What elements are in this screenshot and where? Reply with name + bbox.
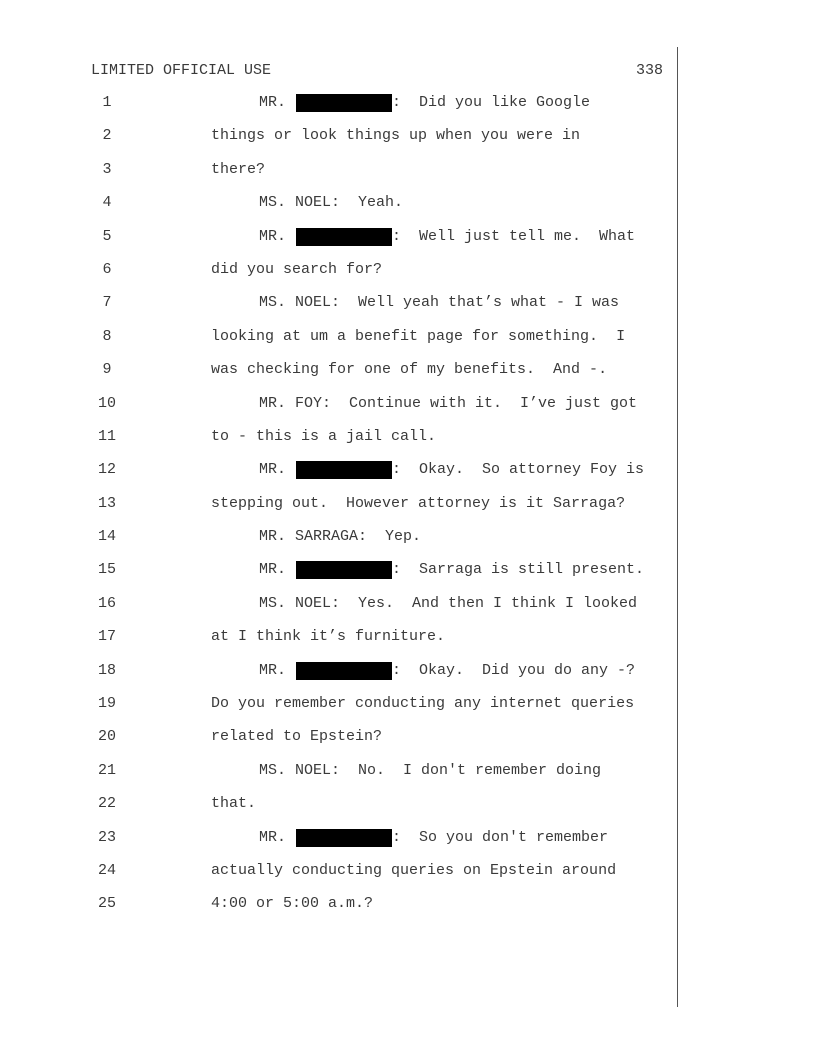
line-number: 21 (97, 761, 116, 779)
line-number: 9 (102, 361, 112, 379)
line-text (211, 261, 382, 279)
line-text (211, 862, 616, 880)
transcript-line (0, 728, 816, 761)
line-number: 2 (102, 127, 112, 145)
transcript-line (0, 528, 816, 561)
line-number: 17 (97, 628, 116, 646)
transcript-line (0, 294, 816, 327)
line-text (259, 829, 608, 847)
transcript-line (0, 328, 816, 361)
line-text-after-redaction: : Okay. So attorney Foy is (392, 461, 645, 479)
line-text-main: was checking for one of my benefits. And -. (211, 361, 608, 379)
classification-header: LIMITED OFFICIAL USE (91, 62, 272, 79)
line-text (211, 428, 436, 446)
line-number: 4 (102, 194, 112, 212)
line-number: 1 (102, 94, 112, 111)
transcript-line (0, 762, 816, 795)
line-text (211, 495, 625, 513)
line-number: 24 (97, 861, 116, 879)
redaction-box (296, 829, 392, 847)
line-number: 11 (97, 427, 116, 445)
line-text-main: there? (211, 160, 266, 178)
line-text-after-redaction: : Did you like Google (392, 94, 591, 111)
line-text (211, 628, 445, 646)
line-text (211, 728, 382, 746)
line-number: 12 (97, 461, 116, 479)
line-number: 13 (97, 494, 116, 512)
transcript-line (0, 194, 816, 227)
line-text-main: MR. (259, 561, 287, 579)
transcript-line (0, 795, 816, 828)
transcript-line (0, 862, 816, 895)
line-text-main: MR. (259, 461, 287, 479)
line-number: 25 (97, 895, 116, 913)
transcript-line (0, 628, 816, 661)
line-text-main: MR. (259, 227, 287, 245)
transcript-line (0, 428, 816, 461)
line-text-main: MS. NOEL: No. I don't remember doing (259, 761, 602, 779)
redaction-box (296, 94, 392, 112)
line-text-after-redaction: : Well just tell me. What (392, 227, 636, 245)
line-text (211, 127, 580, 145)
transcript-line (0, 161, 816, 194)
line-text (259, 194, 403, 212)
line-number: 15 (97, 561, 116, 579)
line-text (211, 795, 256, 813)
page-number: 338 (636, 62, 664, 79)
line-number: 23 (97, 828, 116, 846)
line-number: 14 (97, 528, 116, 546)
line-text-main: MS. NOEL: Yeah. (259, 194, 404, 212)
line-text-main: did you search for? (211, 260, 383, 278)
line-text (259, 528, 421, 546)
transcript-line (0, 595, 816, 628)
line-number: 19 (97, 695, 116, 713)
line-number: 16 (97, 594, 116, 612)
line-text (259, 662, 635, 680)
line-number: 8 (102, 327, 112, 345)
line-text-main: MR. (259, 94, 287, 111)
line-text (259, 395, 637, 413)
line-number: 22 (97, 795, 116, 813)
line-text-main: 4:00 or 5:00 a.m.? (211, 895, 374, 913)
transcript-lines (0, 94, 816, 929)
line-text (211, 361, 607, 379)
line-text-main: MR. (259, 661, 287, 679)
line-text-main: stepping out. However attorney is it Sarraga? (211, 494, 626, 512)
redaction-box (296, 461, 392, 479)
redaction-box (296, 228, 392, 246)
line-text (259, 561, 644, 579)
transcript-line (0, 228, 816, 261)
line-text (259, 762, 601, 780)
line-text-main: actually conducting queries on Epstein around (211, 861, 617, 879)
transcript-line (0, 561, 816, 594)
transcript-line (0, 127, 816, 160)
line-text-after-redaction: : So you don't remember (392, 828, 609, 846)
transcript-line (0, 461, 816, 494)
line-text (259, 94, 590, 112)
line-text-main: Do you remember conducting any internet queries (211, 695, 635, 713)
line-text (259, 228, 635, 246)
line-text-main: MR. (259, 828, 287, 846)
line-text (259, 595, 637, 613)
transcript-line (0, 94, 816, 127)
line-text-main: MS. NOEL: Yes. And then I think I looked (259, 594, 638, 612)
transcript-line (0, 261, 816, 294)
redaction-box (296, 662, 392, 680)
line-text (259, 461, 644, 479)
line-number: 10 (97, 394, 116, 412)
line-text-after-redaction: : Sarraga is still present. (392, 561, 645, 579)
line-text (259, 294, 619, 312)
line-text-main: MR. FOY: Continue with it. I’ve just got (259, 394, 638, 412)
line-text (211, 695, 634, 713)
line-text-main: things or look things up when you were in (211, 127, 581, 145)
line-text-main: that. (211, 795, 257, 813)
line-text-main: MR. SARRAGA: Yep. (259, 528, 422, 546)
transcript-line (0, 895, 816, 928)
line-number: 7 (102, 294, 112, 312)
line-text-main: to - this is a jail call. (211, 427, 437, 445)
transcript-line (0, 361, 816, 394)
transcript-line (0, 495, 816, 528)
transcript-line (0, 395, 816, 428)
line-text-main: MS. NOEL: Well yeah that’s what - I was (259, 294, 620, 312)
line-number: 18 (97, 661, 116, 679)
line-text-main: looking at um a benefit page for something. I (211, 327, 626, 345)
line-number: 3 (102, 160, 112, 178)
redaction-box (296, 561, 392, 579)
line-text (211, 328, 625, 346)
transcript-line (0, 829, 816, 862)
line-text-main: related to Epstein? (211, 728, 383, 746)
line-number: 6 (102, 260, 112, 278)
line-number: 5 (102, 227, 112, 245)
transcript-line (0, 695, 816, 728)
line-text (211, 161, 265, 179)
transcript-line (0, 662, 816, 695)
line-number: 20 (97, 728, 116, 746)
line-text (211, 895, 373, 913)
line-text-after-redaction: : Okay. Did you do any -? (392, 661, 636, 679)
line-text-main: at I think it’s furniture. (211, 628, 446, 646)
